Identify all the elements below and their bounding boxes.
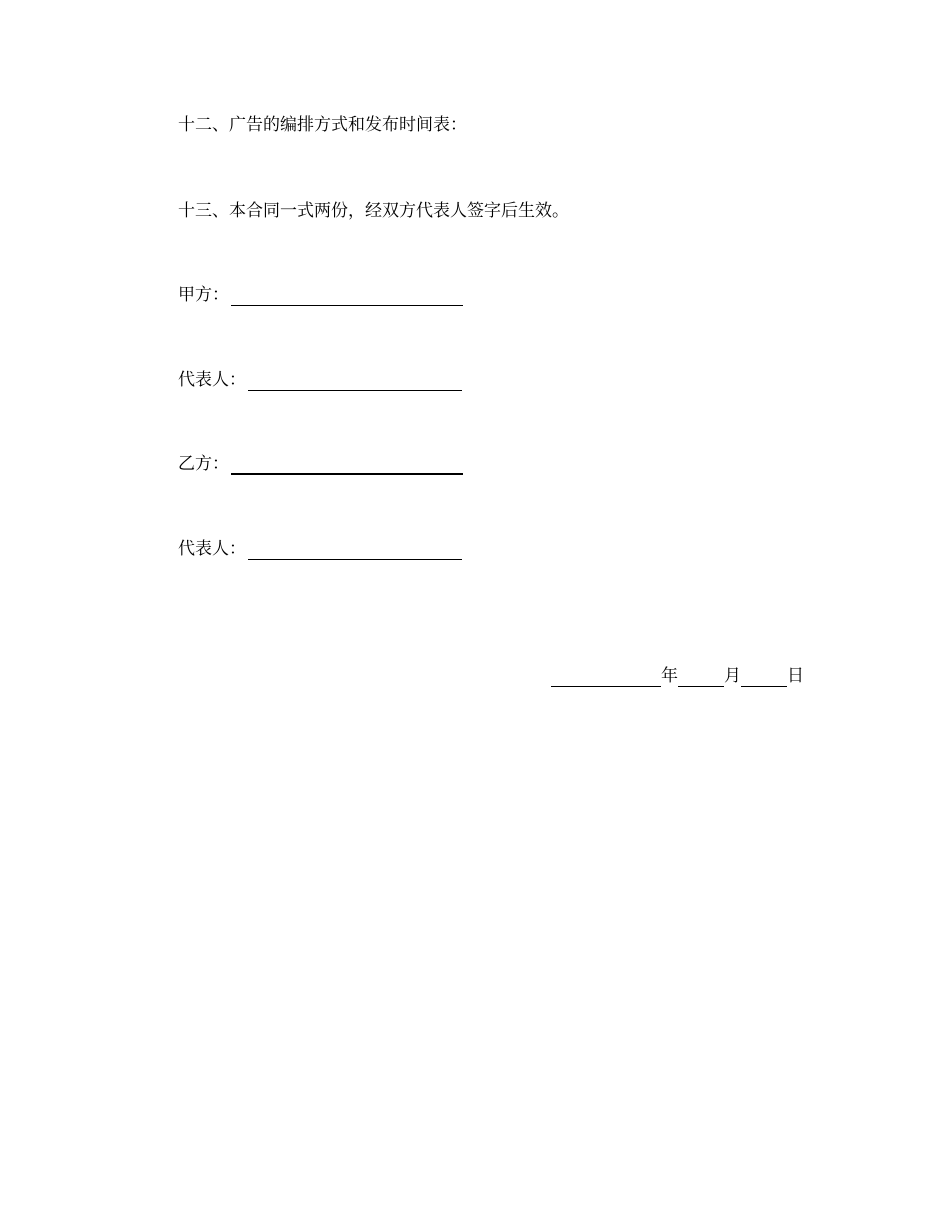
month-blank[interactable] (678, 668, 724, 687)
party-a-label: 甲方： (178, 285, 229, 305)
party-b-row (178, 453, 463, 475)
party-a-blank[interactable] (231, 287, 463, 306)
rep-a-blank[interactable] (248, 372, 462, 391)
day-label: 日 (787, 666, 804, 686)
rep-a-row (178, 369, 462, 391)
party-a-row (178, 284, 463, 306)
year-blank[interactable] (551, 668, 661, 687)
clause-13-text: 十三、本合同一式两份，经双方代表人签字后生效。 (178, 201, 569, 221)
year-label: 年 (661, 666, 678, 686)
party-b-label: 乙方： (178, 454, 229, 474)
party-b-blank[interactable] (231, 455, 463, 475)
day-blank[interactable] (741, 668, 787, 687)
clause-12 (178, 114, 467, 136)
rep-a-label: 代表人： (178, 370, 246, 390)
rep-b-label: 代表人： (178, 539, 246, 559)
signing-date (551, 665, 804, 687)
rep-b-row (178, 538, 462, 560)
clause-12-text: 十二、广告的编排方式和发布时间表： (178, 115, 467, 135)
clause-13 (178, 200, 569, 222)
rep-b-blank[interactable] (248, 541, 462, 560)
month-label: 月 (724, 666, 741, 686)
